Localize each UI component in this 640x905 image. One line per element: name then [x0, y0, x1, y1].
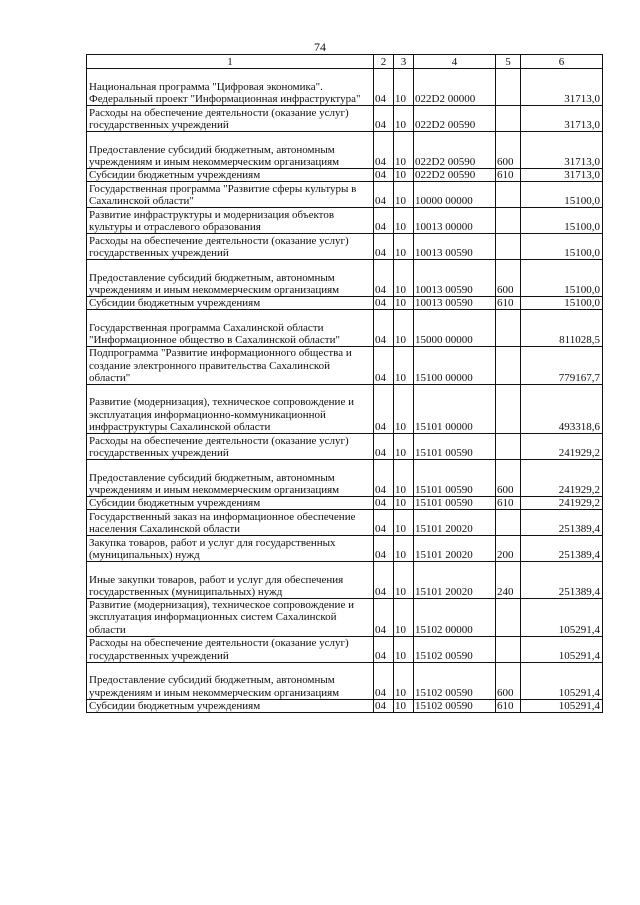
row-name-cell: Предоставление субсидий бюджетным, автономным учреждениям и иным некоммерческим организациям: [87, 260, 374, 297]
expense-type-cell: 240: [496, 562, 521, 599]
subsection-code-cell: 10: [394, 536, 414, 562]
table-row: [87, 599, 603, 637]
amount-cell: 31713,0: [521, 106, 603, 132]
subsection-code-cell: 10: [394, 662, 414, 699]
section-code-cell: 04: [374, 132, 394, 169]
target-article-cell: 15102 00590: [414, 636, 496, 662]
expense-type-cell: 600: [496, 662, 521, 699]
row-name-cell: Субсидии бюджетным учреждениям: [87, 169, 374, 182]
section-code-cell: 04: [374, 69, 394, 106]
row-name-cell: Расходы на обеспечение деятельности (оказание услуг) государственных учреждений: [87, 434, 374, 460]
target-article-cell: 10013 00000: [414, 208, 496, 234]
subsection-code-cell: 10: [394, 497, 414, 510]
subsection-code-cell: 10: [394, 260, 414, 297]
amount-cell: 31713,0: [521, 132, 603, 169]
section-code-cell: 04: [374, 310, 394, 347]
subsection-code-cell: 10: [394, 434, 414, 460]
table-row: [87, 510, 603, 536]
amount-cell: 241929,2: [521, 497, 603, 510]
target-article-cell: 022D2 00590: [414, 169, 496, 182]
row-name-cell: Расходы на обеспечение деятельности (оказание услуг) государственных учреждений: [87, 636, 374, 662]
amount-cell: 105291,4: [521, 662, 603, 699]
table-row: [87, 699, 603, 712]
row-name-cell: Расходы на обеспечение деятельности (оказание услуг) государственных учреждений: [87, 234, 374, 260]
target-article-cell: 15102 00590: [414, 662, 496, 699]
subsection-code-cell: 10: [394, 510, 414, 536]
row-name-cell: Субсидии бюджетным учреждениям: [87, 699, 374, 712]
subsection-code-cell: 10: [394, 106, 414, 132]
subsection-code-cell: 10: [394, 182, 414, 208]
row-name-cell: Государственный заказ на информационное обеспечение населения Сахалинской области: [87, 510, 374, 536]
target-article-cell: 15101 00590: [414, 497, 496, 510]
table-row: [87, 497, 603, 510]
subsection-code-cell: 10: [394, 310, 414, 347]
table-row: [87, 182, 603, 208]
target-article-cell: 022D2 00000: [414, 69, 496, 106]
section-code-cell: 04: [374, 106, 394, 132]
amount-cell: 15100,0: [521, 260, 603, 297]
subsection-code-cell: 10: [394, 699, 414, 712]
amount-cell: 493318,6: [521, 385, 603, 434]
expense-type-cell: [496, 234, 521, 260]
section-code-cell: 04: [374, 208, 394, 234]
table-row: [87, 536, 603, 562]
section-code-cell: 04: [374, 260, 394, 297]
expense-type-cell: [496, 310, 521, 347]
expense-type-cell: 600: [496, 260, 521, 297]
amount-cell: 15100,0: [521, 182, 603, 208]
table-body: [87, 69, 603, 713]
target-article-cell: 15101 20020: [414, 562, 496, 599]
amount-cell: 241929,2: [521, 460, 603, 497]
column-header: 2: [374, 55, 394, 69]
row-name-cell: Субсидии бюджетным учреждениям: [87, 297, 374, 310]
column-header: 5: [496, 55, 521, 69]
amount-cell: 31713,0: [521, 169, 603, 182]
target-article-cell: 10000 00000: [414, 182, 496, 208]
amount-cell: 15100,0: [521, 297, 603, 310]
subsection-code-cell: 10: [394, 636, 414, 662]
row-name-cell: Иные закупки товаров, работ и услуг для обеспечения государственных (муниципальных) нужд: [87, 562, 374, 599]
table-row: [87, 260, 603, 297]
row-name-cell: Подпрограмма "Развитие информационного общества и создание электронного правительства Сахалинской области": [87, 347, 374, 385]
section-code-cell: 04: [374, 434, 394, 460]
subsection-code-cell: 10: [394, 169, 414, 182]
expense-type-cell: 600: [496, 460, 521, 497]
expense-type-cell: [496, 106, 521, 132]
amount-cell: 779167,7: [521, 347, 603, 385]
column-header: 1: [87, 55, 374, 69]
table-row: [87, 132, 603, 169]
subsection-code-cell: 10: [394, 599, 414, 637]
expense-type-cell: [496, 636, 521, 662]
subsection-code-cell: 10: [394, 385, 414, 434]
expense-type-cell: 610: [496, 497, 521, 510]
amount-cell: 15100,0: [521, 208, 603, 234]
table-row: [87, 106, 603, 132]
section-code-cell: 04: [374, 562, 394, 599]
section-code-cell: 04: [374, 234, 394, 260]
row-name-cell: Предоставление субсидий бюджетным, автономным учреждениям и иным некоммерческим организациям: [87, 662, 374, 699]
table-header-row: [87, 55, 603, 69]
row-name-cell: Закупка товаров, работ и услуг для государственных (муниципальных) нужд: [87, 536, 374, 562]
section-code-cell: 04: [374, 347, 394, 385]
section-code-cell: 04: [374, 297, 394, 310]
budget-table: [86, 54, 603, 713]
subsection-code-cell: 10: [394, 562, 414, 599]
table-row: [87, 562, 603, 599]
amount-cell: 105291,4: [521, 699, 603, 712]
expense-type-cell: 610: [496, 699, 521, 712]
target-article-cell: 15101 20020: [414, 510, 496, 536]
target-article-cell: 15100 00000: [414, 347, 496, 385]
section-code-cell: 04: [374, 536, 394, 562]
table-row: [87, 208, 603, 234]
table-row: [87, 347, 603, 385]
expense-type-cell: [496, 385, 521, 434]
expense-type-cell: [496, 182, 521, 208]
target-article-cell: 10013 00590: [414, 234, 496, 260]
row-name-cell: Развитие (модернизация), техническое сопровождение и эксплуатация информационно-коммуникационной инфраструктуры Сахалинской области: [87, 385, 374, 434]
section-code-cell: 04: [374, 699, 394, 712]
amount-cell: 15100,0: [521, 234, 603, 260]
row-name-cell: Предоставление субсидий бюджетным, автономным учреждениям и иным некоммерческим организациям: [87, 460, 374, 497]
table-row: [87, 662, 603, 699]
row-name-cell: Государственная программа "Развитие сферы культуры в Сахалинской области": [87, 182, 374, 208]
amount-cell: 105291,4: [521, 636, 603, 662]
amount-cell: 251389,4: [521, 536, 603, 562]
column-header: 6: [521, 55, 603, 69]
section-code-cell: 04: [374, 599, 394, 637]
expense-type-cell: [496, 434, 521, 460]
table-row: [87, 434, 603, 460]
section-code-cell: 04: [374, 636, 394, 662]
column-header: 3: [394, 55, 414, 69]
target-article-cell: 15101 00000: [414, 385, 496, 434]
section-code-cell: 04: [374, 497, 394, 510]
table-row: [87, 385, 603, 434]
expense-type-cell: 610: [496, 297, 521, 310]
amount-cell: 105291,4: [521, 599, 603, 637]
subsection-code-cell: 10: [394, 208, 414, 234]
section-code-cell: 04: [374, 169, 394, 182]
subsection-code-cell: 10: [394, 234, 414, 260]
target-article-cell: 15102 00000: [414, 599, 496, 637]
expense-type-cell: 610: [496, 169, 521, 182]
table-row: [87, 69, 603, 106]
target-article-cell: 022D2 00590: [414, 106, 496, 132]
target-article-cell: 15000 00000: [414, 310, 496, 347]
subsection-code-cell: 10: [394, 297, 414, 310]
subsection-code-cell: 10: [394, 460, 414, 497]
expense-type-cell: [496, 510, 521, 536]
section-code-cell: 04: [374, 510, 394, 536]
subsection-code-cell: 10: [394, 132, 414, 169]
table-row: [87, 636, 603, 662]
amount-cell: 251389,4: [521, 562, 603, 599]
target-article-cell: 15102 00590: [414, 699, 496, 712]
amount-cell: 31713,0: [521, 69, 603, 106]
expense-type-cell: 200: [496, 536, 521, 562]
column-header: 4: [414, 55, 496, 69]
row-name-cell: Расходы на обеспечение деятельности (оказание услуг) государственных учреждений: [87, 106, 374, 132]
row-name-cell: Национальная программа "Цифровая экономика". Федеральный проект "Информационная инфраструктура": [87, 69, 374, 106]
row-name-cell: Субсидии бюджетным учреждениям: [87, 497, 374, 510]
expense-type-cell: [496, 347, 521, 385]
target-article-cell: 15101 20020: [414, 536, 496, 562]
subsection-code-cell: 10: [394, 69, 414, 106]
section-code-cell: 04: [374, 460, 394, 497]
row-name-cell: Развитие инфраструктуры и модернизация объектов культуры и отраслевого образования: [87, 208, 374, 234]
amount-cell: 241929,2: [521, 434, 603, 460]
amount-cell: 251389,4: [521, 510, 603, 536]
section-code-cell: 04: [374, 662, 394, 699]
section-code-cell: 04: [374, 182, 394, 208]
table-row: [87, 460, 603, 497]
table-row: [87, 234, 603, 260]
table-row: [87, 297, 603, 310]
amount-cell: 811028,5: [521, 310, 603, 347]
target-article-cell: 15101 00590: [414, 434, 496, 460]
target-article-cell: 15101 00590: [414, 460, 496, 497]
expense-type-cell: [496, 599, 521, 637]
expense-type-cell: [496, 208, 521, 234]
row-name-cell: Предоставление субсидий бюджетным, автономным учреждениям и иным некоммерческим организациям: [87, 132, 374, 169]
subsection-code-cell: 10: [394, 347, 414, 385]
target-article-cell: 022D2 00590: [414, 132, 496, 169]
table-row: [87, 310, 603, 347]
row-name-cell: Развитие (модернизация), техническое сопровождение и эксплуатация информационных систем Сахалинской области: [87, 599, 374, 637]
row-name-cell: Государственная программа Сахалинской области "Информационное общество в Сахалинской области": [87, 310, 374, 347]
section-code-cell: 04: [374, 385, 394, 434]
expense-type-cell: 600: [496, 132, 521, 169]
expense-type-cell: [496, 69, 521, 106]
table-row: [87, 169, 603, 182]
page-number: 74: [314, 40, 326, 54]
target-article-cell: 10013 00590: [414, 297, 496, 310]
target-article-cell: 10013 00590: [414, 260, 496, 297]
